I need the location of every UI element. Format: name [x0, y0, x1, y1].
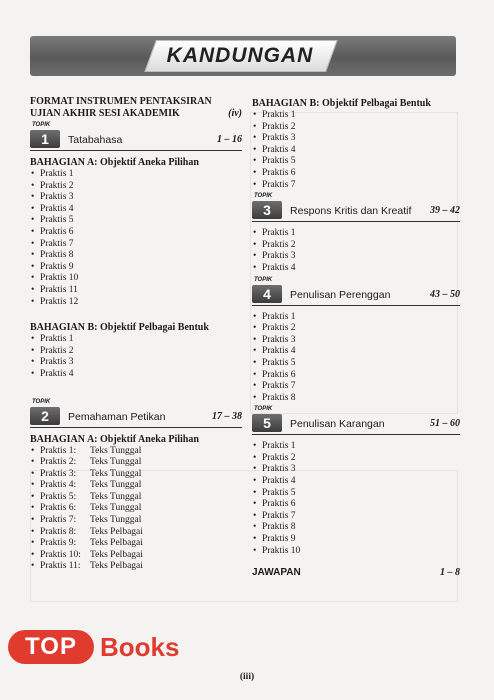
topic-title: Penulisan Karangan	[290, 418, 385, 431]
topic-2-section-a-list	[30, 446, 242, 574]
list-item[interactable]: • Praktis 3	[30, 192, 242, 204]
list-item[interactable]: • Praktis 2	[252, 240, 460, 252]
list-item[interactable]: • Praktis 8	[30, 250, 242, 262]
list-item[interactable]: • Praktis 9	[30, 262, 242, 274]
list-item[interactable]: • Praktis 3	[30, 357, 242, 369]
topic-2-section-b-list	[252, 110, 460, 191]
topic-pages: 1 – 16	[217, 134, 242, 145]
list-item[interactable]: • Praktis 7	[252, 381, 460, 393]
topic-label: TOPIK	[254, 193, 273, 200]
list-item[interactable]: • Praktis 5	[252, 156, 460, 168]
list-item[interactable]	[30, 527, 242, 539]
list-item[interactable]: • Praktis 1	[30, 334, 242, 346]
list-item[interactable]	[30, 550, 242, 562]
topic-4-header[interactable]	[252, 276, 460, 306]
list-item[interactable]	[30, 492, 242, 504]
practice-label: Praktis 9:	[40, 538, 77, 549]
list-item[interactable]: • Praktis 10	[252, 546, 460, 558]
topic-label: TOPIK	[254, 276, 273, 283]
practice-label: Praktis 8:	[40, 526, 77, 537]
list-item[interactable]: • Praktis 7	[30, 239, 242, 251]
section-heading: BAHAGIAN A: Objektif Aneka Pilihan	[30, 433, 199, 445]
topic-number: 2	[30, 407, 60, 425]
topic-5-list	[252, 441, 460, 557]
page-number: (iii)	[239, 672, 255, 682]
list-item[interactable]: • Praktis 4	[30, 204, 242, 216]
list-item[interactable]: • Praktis 5	[30, 215, 242, 227]
list-item[interactable]: • Praktis 5	[252, 358, 460, 370]
topic-1-section-b-list	[30, 334, 242, 380]
logo-books-text: Books	[100, 632, 180, 662]
logo-top-badge: TOP	[8, 630, 94, 664]
list-item[interactable]	[30, 469, 242, 481]
page-title: KANDUNGAN	[166, 44, 314, 67]
list-item[interactable]: • Praktis 1	[252, 441, 460, 453]
list-item[interactable]: • Praktis 6	[252, 499, 460, 511]
topic-title: Respons Kritis dan Kreatif	[290, 205, 412, 218]
practice-label: Praktis 5:	[40, 491, 77, 502]
list-item[interactable]	[30, 538, 242, 550]
text-type: Teks Tunggal	[90, 515, 142, 526]
practice-label: Praktis 11:	[40, 561, 81, 572]
list-item[interactable]: • Praktis 1	[252, 228, 460, 240]
text-type: Teks Tunggal	[90, 468, 142, 479]
topic-pages: 51 – 60	[430, 418, 460, 430]
format-title-line2: UJIAN AKHIR SESI AKADEMIK	[30, 108, 180, 119]
topic-label: TOPIK	[32, 122, 51, 128]
topic-number: 3	[252, 201, 282, 219]
list-item[interactable]: • Praktis 3	[252, 335, 460, 347]
topic-1-header[interactable]	[30, 122, 242, 151]
list-item[interactable]: • Praktis 7	[252, 511, 460, 523]
topbooks-logo	[8, 628, 198, 668]
answers-pages: 1 – 8	[440, 567, 460, 579]
list-item[interactable]: • Praktis 1	[252, 312, 460, 324]
topic-5-header[interactable]	[252, 406, 460, 435]
list-item[interactable]: • Praktis 7	[252, 180, 460, 192]
list-item[interactable]: • Praktis 4	[252, 145, 460, 157]
answers-label: JAWAPAN	[252, 567, 301, 579]
right-column	[252, 96, 460, 578]
list-item[interactable]: • Praktis 4	[30, 369, 242, 381]
format-pages: (iv)	[228, 108, 242, 119]
text-type: Teks Tunggal	[90, 480, 142, 491]
list-item[interactable]: • Praktis 10	[30, 273, 242, 285]
practice-label: Praktis 10:	[40, 549, 81, 560]
topic-number: 1	[30, 130, 60, 148]
topic-number: 5	[252, 414, 282, 432]
section-heading: BAHAGIAN B: Objektif Pelbagai Bentuk	[252, 98, 431, 109]
section-heading: BAHAGIAN B: Objektif Pelbagai Bentuk	[30, 322, 209, 334]
list-item[interactable]: • Praktis 4	[252, 346, 460, 358]
list-item[interactable]	[30, 446, 242, 458]
list-item[interactable]: • Praktis 3	[252, 464, 460, 476]
list-item[interactable]: • Praktis 2	[252, 122, 460, 134]
text-type: Teks Tunggal	[90, 491, 142, 502]
list-item[interactable]: • Praktis 6	[252, 370, 460, 382]
list-item[interactable]	[30, 561, 242, 573]
practice-label: Praktis 4:	[40, 480, 77, 491]
list-item[interactable]: • Praktis 3	[252, 133, 460, 145]
text-type: Teks Pelbagai	[90, 538, 143, 549]
list-item[interactable]: • Praktis 2	[252, 453, 460, 465]
answers-entry[interactable]	[252, 567, 460, 578]
section-heading: BAHAGIAN A: Objektif Aneka Pilihan	[30, 157, 199, 168]
text-type: Teks Pelbagai	[90, 561, 143, 572]
topic-4-list	[252, 312, 460, 405]
topic-3-list	[252, 228, 460, 274]
list-item[interactable]: • Praktis 3	[252, 251, 460, 263]
topic-label: TOPIK	[32, 398, 51, 405]
list-item[interactable]	[30, 457, 242, 469]
topic-1-section-a-list	[30, 169, 242, 308]
list-item[interactable]: • Praktis 8	[252, 522, 460, 534]
practice-label: Praktis 6:	[40, 503, 77, 514]
list-item[interactable]: • Praktis 2	[252, 323, 460, 335]
list-item[interactable]: • Praktis 2	[30, 346, 242, 358]
text-type: Teks Tunggal	[90, 445, 142, 456]
list-item[interactable]: • Praktis 4	[252, 263, 460, 275]
topic-pages: 17 – 38	[212, 410, 242, 422]
practice-label: Praktis 2:	[40, 457, 77, 468]
practice-label: Praktis 7:	[40, 515, 77, 526]
topic-title: Pemahaman Petikan	[68, 410, 166, 423]
text-type: Teks Tunggal	[90, 457, 142, 468]
practice-label: Praktis 3:	[40, 468, 77, 479]
list-item[interactable]	[30, 503, 242, 515]
topic-title: Penulisan Perenggan	[290, 288, 391, 301]
list-item[interactable]: • Praktis 2	[30, 181, 242, 193]
format-title-line1: FORMAT INSTRUMEN PENTAKSIRAN	[30, 96, 212, 107]
list-item[interactable]: • Praktis 1	[252, 110, 460, 122]
list-item[interactable]: • Praktis 5	[252, 488, 460, 500]
list-item[interactable]: • Praktis 11	[30, 285, 242, 297]
practice-label: Praktis 1:	[40, 445, 77, 456]
text-type: Teks Pelbagai	[90, 549, 143, 560]
list-item[interactable]: • Praktis 6	[252, 168, 460, 180]
topic-2-header[interactable]	[30, 398, 242, 428]
text-type: Teks Pelbagai	[90, 526, 143, 537]
topic-label: TOPIK	[254, 406, 273, 413]
list-item[interactable]: • Praktis 4	[252, 476, 460, 488]
text-type: Teks Tunggal	[90, 503, 142, 514]
topic-number: 4	[252, 285, 282, 303]
list-item[interactable]: • Praktis 1	[30, 169, 242, 181]
list-item[interactable]: • Praktis 8	[252, 393, 460, 405]
topic-3-header[interactable]	[252, 193, 460, 222]
left-column	[30, 96, 242, 573]
topic-pages: 39 – 42	[430, 205, 460, 217]
list-item[interactable]: • Praktis 12	[30, 297, 242, 309]
list-item[interactable]	[30, 480, 242, 492]
list-item[interactable]	[30, 515, 242, 527]
topic-pages: 43 – 50	[430, 288, 460, 300]
topic-title: Tatabahasa	[68, 134, 123, 146]
list-item[interactable]: • Praktis 9	[252, 534, 460, 546]
list-item[interactable]: • Praktis 6	[30, 227, 242, 239]
